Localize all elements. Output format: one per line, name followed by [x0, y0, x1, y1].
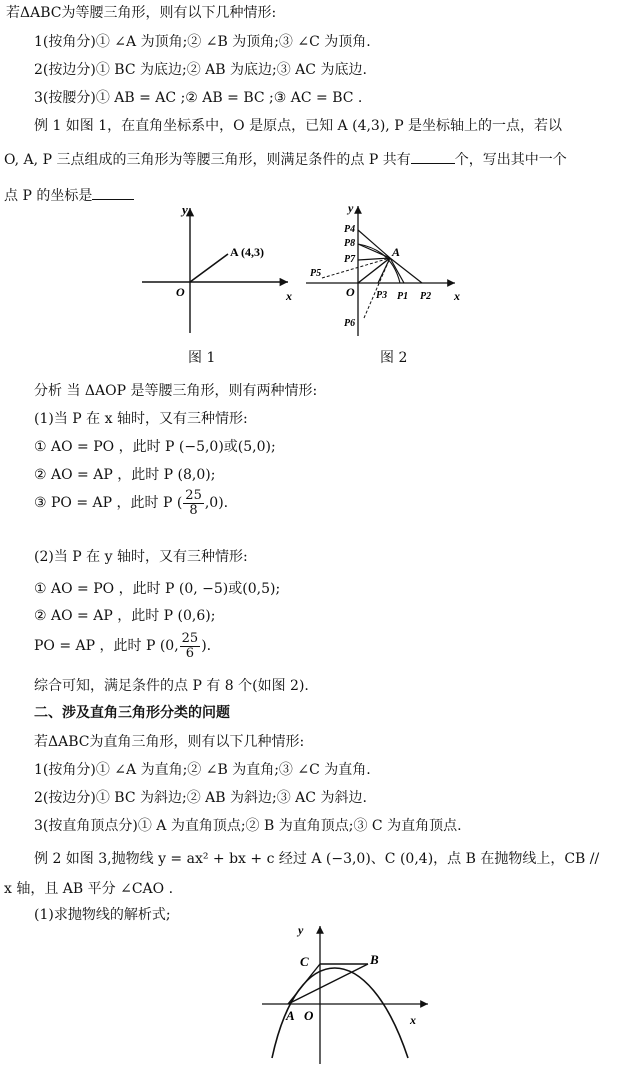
analysis-y2: ② AO = AP ，此时 P (0,6); — [34, 608, 216, 624]
answer-blank-count — [411, 151, 455, 164]
fig2-p4-label: P4 — [344, 224, 356, 235]
analysis-summary: 综合可知，满足条件的点 P 有 8 个(如图 2). — [34, 678, 309, 694]
fig2-p6-label: P6 — [344, 318, 356, 329]
ex1-line2b: 个，写出其中一个 — [454, 152, 567, 168]
sec1-case1: 1(按角分)① ∠A 为顶角;② ∠B 为顶角;③ ∠C 为顶角. — [34, 34, 371, 50]
ex2-line2: x 轴，且 AB 平分 ∠CAO . — [4, 881, 174, 897]
fig2-segment-p4a — [358, 230, 390, 258]
fig1-x-label: x — [286, 289, 292, 303]
ex1-line3 — [4, 187, 134, 205]
fig2-origin-label: O — [346, 285, 355, 299]
sec2-heading: 二、涉及直角三角形分类的问题 — [34, 705, 230, 721]
fraction-25-6: $\frac{25}{6}$ — [181, 630, 199, 661]
ex1-line3-text: 点 P 的坐标是 — [4, 188, 93, 204]
ex1-line1: 例 1 如图 1，在直角坐标系中，O 是原点，已知 A (4,3), P 是坐标轴上的一点，若以 — [34, 118, 563, 134]
analysis-intro: 分析 当 ΔAOP 是等腰三角形，则有两种情形: — [34, 383, 318, 399]
ex2-line1: 例 2 如图 3,抛物线 y = ax² + bx + c 经过 A (−3,0)、C (0,4)，点 B 在抛物线上，CB // — [34, 851, 600, 867]
sec2-case3: 3(按直角顶点分)① A 为直角顶点;② B 为直角顶点;③ C 为直角顶点. — [34, 818, 462, 834]
fig3-c-label: C — [300, 954, 309, 969]
fig2-p7-label: P7 — [344, 254, 356, 265]
fig2-segment-oa — [358, 258, 390, 283]
analysis-y1: ① AO = PO ，此时 P (0, −5)或(0,5); — [34, 581, 281, 597]
fig3-segment-ac — [288, 964, 320, 1004]
sec1-case2: 2(按边分)① BC 为底边;② AB 为底边;③ AC 为底边. — [34, 62, 367, 78]
figure-3 — [258, 918, 438, 1068]
fig1-segment-oa — [190, 254, 228, 282]
analysis-x2: ② AO = AP ，此时 P (8,0); — [34, 467, 216, 483]
sec2-intro: 若ΔABC为直角三角形，则有以下几种情形: — [34, 734, 305, 750]
analysis-x3-text: ③ PO = AP ，此时 P ( — [34, 495, 183, 511]
ex2-q1: (1)求抛物线的解析式; — [34, 907, 171, 923]
fig2-caption: 图 2 — [380, 350, 408, 366]
analysis-y3: PO = AP ，此时 P (0, $\frac{25}{6}$ ). — [34, 630, 212, 661]
fig2-segment-ap1 — [390, 258, 404, 283]
fig3-segment-ab — [288, 964, 368, 1004]
fig2-dashed-p6a — [364, 258, 390, 318]
fig3-y-label: y — [298, 923, 304, 937]
fig3-a-label: A — [286, 1008, 295, 1023]
fraction-25-8: $\frac{25}{8}$ — [185, 487, 202, 518]
fig2-y-label: y — [348, 201, 354, 215]
fig2-p2-label: P2 — [420, 291, 432, 302]
answer-blank-coord — [92, 187, 134, 200]
sec1-case3: 3(按腰分)① AB = AC ;② AB = BC ;③ AC = BC . — [34, 90, 363, 106]
fig2-p3-label: P3 — [376, 290, 388, 301]
sec2-case1: 1(按角分)① ∠A 为直角;② ∠B 为直角;③ ∠C 为直角. — [34, 762, 371, 778]
fig2-segment-ap2 — [390, 258, 422, 283]
fig2-a-label: A — [392, 245, 401, 259]
analysis-y-case: (2)当 P 在 y 轴时，又有三种情形: — [34, 549, 248, 565]
analysis-x3: ③ PO = AP ，此时 P ( $\frac{25}{8}$ ,0). — [34, 487, 229, 518]
fig2-p8-label: P8 — [344, 238, 356, 249]
figure-2 — [300, 198, 470, 340]
fig1-caption: 图 1 — [188, 350, 216, 366]
fig3-b-label: B — [370, 952, 379, 967]
fig2-p1-label: P1 — [397, 291, 409, 302]
analysis-y3-text: PO = AP ，此时 P (0, — [34, 638, 179, 654]
sec1-intro: 若ΔABC为等腰三角形，则有以下几种情形: — [6, 5, 277, 21]
ex1-line2a: O, A, P 三点组成的三角形为等腰三角形，则满足条件的点 P 共有 — [4, 152, 411, 168]
fig2-p5-label: P5 — [310, 268, 322, 279]
fig1-y-label: y — [182, 202, 188, 217]
sec2-case2: 2(按边分)① BC 为斜边;② AB 为斜边;③ AC 为斜边. — [34, 790, 367, 806]
fig3-origin-label: O — [304, 1008, 314, 1023]
fig3-x-label: x — [410, 1013, 416, 1027]
ex1-line2 — [4, 151, 567, 169]
analysis-x1: ① AO = PO ，此时 P (−5,0)或(5,0); — [34, 439, 276, 455]
fig1-point-a-label: A (4,3) — [230, 245, 264, 259]
figure-1 — [138, 198, 308, 340]
fig2-x-label: x — [454, 289, 460, 303]
analysis-x-case: (1)当 P 在 x 轴时，又有三种情形: — [34, 411, 248, 427]
fig1-origin-label: O — [176, 285, 185, 299]
fig2-dashed-p5a — [322, 258, 390, 278]
